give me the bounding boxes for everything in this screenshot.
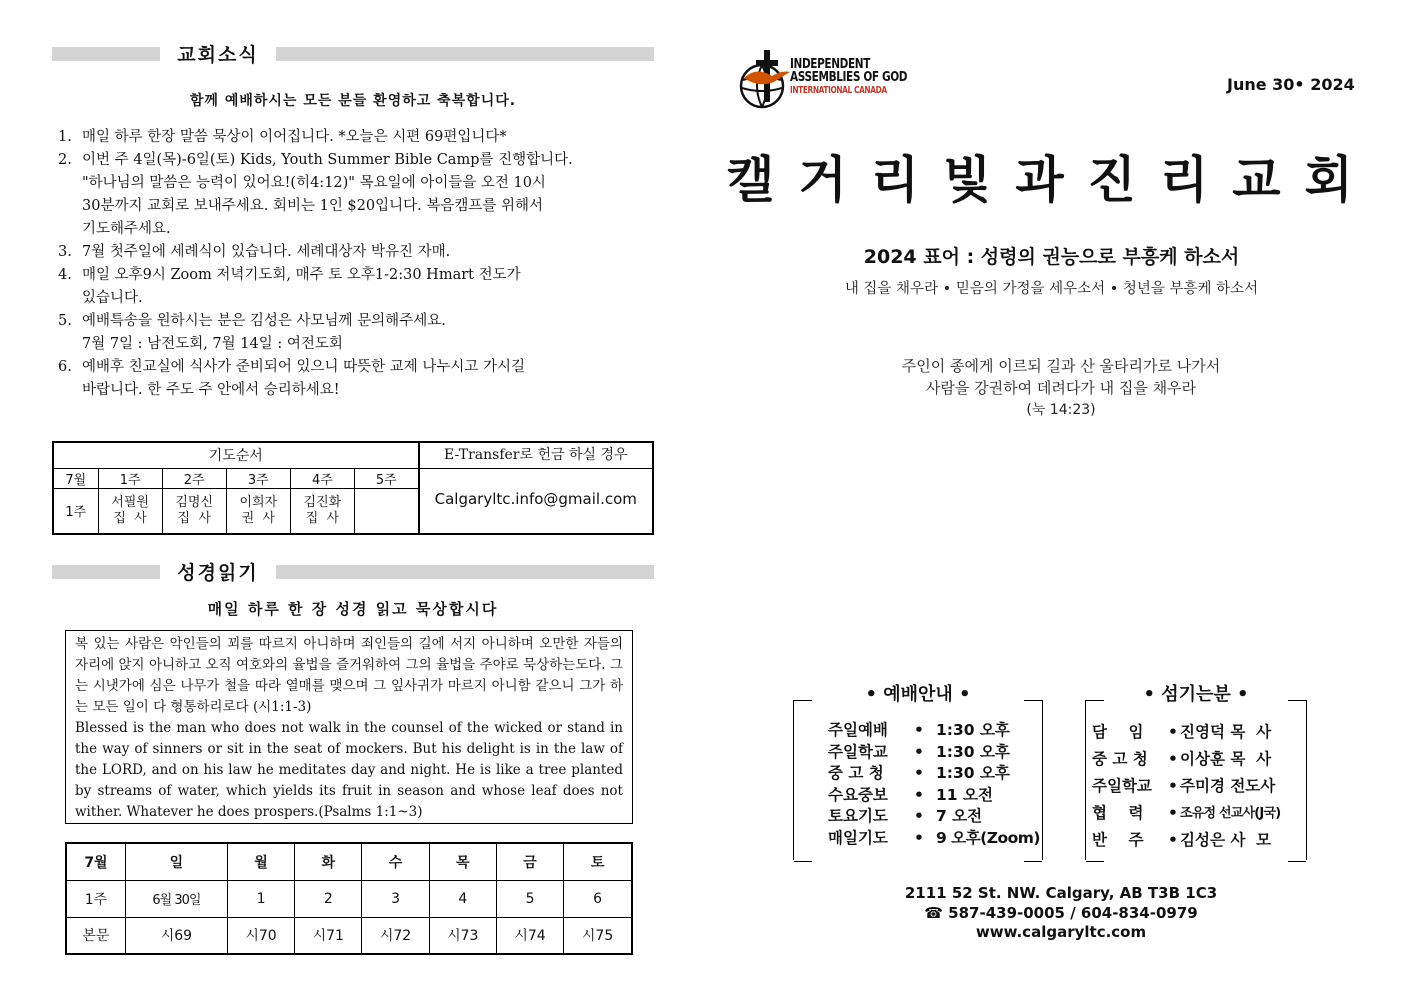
worship-time: 7 오전	[936, 807, 983, 825]
worship-name: 주일예배	[828, 721, 888, 739]
header-bar	[52, 47, 160, 61]
scripture-line: 주인이 종에게 이르되 길과 산 울타리가로 나가서	[901, 357, 1221, 375]
news-item-text: 예배후 친교실에 식사가 준비되어 있으니 따뜻한 교제 나누시고 가시길 바랍니다. 한 주도 주 안에서 승리하세요!	[82, 359, 526, 398]
worship-name: 토요기도	[828, 807, 888, 825]
staff-role: 주일학교	[1092, 777, 1152, 795]
schedule-header: 7월	[66, 843, 125, 880]
worship-row: 매일기도 • 9 오후(Zoom)	[828, 828, 1040, 850]
news-item-number: 6.	[58, 359, 72, 375]
news-item-number: 5.	[58, 313, 72, 329]
staff-name: 김성은 사 모	[1180, 831, 1272, 849]
worship-time: 1:30 오후	[936, 721, 1010, 739]
news-section	[52, 40, 654, 402]
staff-role: 협 력	[1092, 804, 1144, 822]
news-item-number: 1.	[58, 129, 72, 145]
scripture-line: 사람을 강권하여 데려다가 내 집을 채우라	[925, 379, 1197, 397]
schedule-date: 5	[496, 880, 563, 917]
schedule-header: 목	[429, 843, 496, 880]
header-bar	[52, 565, 160, 579]
logo-line: ASSEMBLIES OF GOD	[790, 69, 908, 85]
worship-name: 매일기도	[828, 828, 888, 847]
news-item-number: 3.	[58, 244, 72, 260]
schedule-date: 6월 30일	[125, 880, 227, 917]
contact-info	[700, 884, 1403, 943]
church-address: 2111 52 St. NW. Calgary, AB T3B 1C3	[904, 884, 1218, 902]
schedule-header: 일	[125, 843, 227, 880]
news-list	[52, 126, 654, 402]
schedule-header: 금	[496, 843, 563, 880]
verse-korean: 복 있는 사람은 악인들의 꾀를 따르지 아니하며 죄인들의 길에 서지 아니하며 오만한 자들의 자리에 앉지 아니하고 오직 여호와의 율법을 즐거워하여 그의 율법을 주야로 묵상하는도다. 그는 시냇가에 심은 나무가 철을 따라 열매를 맺으며 그 잎사귀가 마르지 아니함 같으니 그가 하는 모든 일이 다 형통하리로다 (시1:1-3)	[75, 636, 623, 715]
news-item	[58, 356, 654, 402]
motto-subtitle: 내 집을 채우라 • 믿음의 가정을 세우소서 • 청년을 부흥케 하소서	[844, 281, 1259, 297]
staff-row: 반 주 • 김성은 사 모	[1092, 827, 1302, 854]
staff-role: 담 임	[1092, 723, 1144, 741]
worship-time: 1:30 오후	[936, 764, 1010, 782]
welcome-message: 함께 예배하시는 모든 분들 환영하고 축복합니다.	[189, 93, 517, 109]
schedule-text: 시75	[564, 917, 632, 954]
schedule-text: 시72	[362, 917, 429, 954]
verse-box	[65, 630, 633, 824]
schedule-header: 화	[295, 843, 362, 880]
staff-role: 반 주	[1092, 831, 1144, 849]
schedule-date: 4	[429, 880, 496, 917]
worship-row: 토요기도 • 7 오전	[828, 806, 1040, 828]
prayer-title: 기도순서	[53, 442, 419, 468]
etransfer-title: E-Transfer로 헌금 하실 경우	[420, 443, 652, 469]
schedule-text: 시70	[227, 917, 294, 954]
verse-english: Blessed is the man who does not walk in the counsel of the wicked or stand in the way of sinners or sit in the seat of mockers. But his delight is in the law of the LORD, and on his law he meditates day and night. He is like a tree planted by streams of water, which yields its fruit in season and whose leaf does not wither. Whatever he does prospers.(Psalms 1:1~3)	[75, 720, 623, 820]
news-item-text: 매일 하루 한장 말씀 묵상이 이어집니다. *오늘은 시편 69편입니다*	[82, 129, 507, 145]
news-item	[58, 241, 654, 264]
news-item-text: 이번 주 4일(목)-6일(토) Kids, Youth Summer Bible Camp를 진행합니다. "하나님의 말씀은 능력이 있어요!(히4:12)" 목요일에 아이들을 오전 10시 30분까지 교회로 보내주세요. 회비는 1인 $20입니다. 복음캠프를 위해서 기도해주세요.	[82, 152, 573, 237]
staff-title: • 섬기는분 •	[1143, 684, 1249, 705]
schedule-date: 2	[295, 880, 362, 917]
bible-title: 성경읽기	[177, 562, 259, 584]
aog-logo	[738, 48, 928, 110]
week-header: 4주	[290, 468, 354, 488]
header-bar	[276, 47, 654, 61]
bible-header	[52, 558, 654, 584]
schedule-date: 1	[227, 880, 294, 917]
staff-row: 중 고 청 • 이상훈 목 사	[1092, 746, 1302, 773]
prayer-person-role: 권 사	[241, 510, 275, 526]
news-item-text: 예배특송을 원하시는 분은 김성은 사모님께 문의해주세요. 7월 7일 : 남전도회, 7월 14일 : 여전도회	[82, 313, 446, 352]
schedule-header: 토	[564, 843, 632, 880]
header-bar	[276, 565, 654, 579]
worship-row: 주일예배 • 1:30 오후	[828, 720, 1040, 742]
year-motto: 2024 표어 : 성령의 권능으로 부흥케 하소서	[863, 246, 1240, 268]
news-item	[58, 310, 654, 356]
etransfer-email[interactable]: Calgaryltc.info@gmail.com	[434, 490, 637, 508]
prayer-person-name: 서필원	[111, 494, 149, 510]
church-website[interactable]: www.calgaryltc.com	[975, 923, 1147, 941]
schedule-text: 시73	[429, 917, 496, 954]
schedule-text: 시74	[496, 917, 563, 954]
week-header: 2주	[162, 468, 226, 488]
globe-cross-icon	[738, 48, 794, 110]
prayer-month: 7월	[53, 468, 98, 488]
bible-section	[52, 558, 654, 619]
staff-row: 주일학교 • 주미경 전도사	[1092, 773, 1302, 800]
worship-time: 1:30 오후	[936, 742, 1010, 761]
worship-name: 중 고 청	[828, 764, 884, 782]
schedule-header: 월	[227, 843, 294, 880]
news-item-text: 매일 오후9시 Zoom 저녁기도회, 매주 토 오후1-2:30 Hmart 전도가 있습니다.	[82, 267, 521, 306]
bulletin-date: June 30• 2024	[1227, 75, 1355, 94]
prayer-person-role: 집 사	[113, 510, 147, 526]
staff-name: 주미경 전도사	[1180, 777, 1276, 795]
week-header: 1주	[98, 468, 162, 488]
prayer-person-name: 이희자	[239, 494, 278, 510]
bible-subtitle: 매일 하루 한 장 성경 읽고 묵상합시다	[207, 600, 499, 618]
worship-title: • 예배안내 •	[865, 684, 971, 705]
prayer-person-name: 김진화	[303, 494, 342, 510]
cover-scripture	[700, 355, 1403, 421]
worship-name: 주일학교	[828, 742, 888, 761]
prayer-table	[52, 441, 654, 535]
worship-row: 주일학교 • 1:30 오후	[828, 742, 1040, 764]
news-header	[52, 40, 654, 66]
worship-time: 9 오후(Zoom)	[936, 828, 1040, 847]
worship-name: 수요중보	[828, 785, 888, 804]
staff-list	[1092, 719, 1302, 854]
prayer-empty-cell	[354, 488, 418, 534]
logo-line: INDEPENDENT	[790, 56, 871, 72]
church-name: 캘거리빛과진리교회	[726, 151, 1377, 209]
reading-schedule-table	[65, 842, 633, 955]
staff-row: 협 력 • 조유정 선교사(J국)	[1092, 800, 1302, 827]
staff-name: 이상훈 목 사	[1180, 750, 1272, 768]
cover-page	[700, 0, 1403, 992]
worship-row: 수요중보 • 11 오전	[828, 785, 1040, 807]
news-item	[58, 149, 654, 241]
prayer-row-label: 1주	[53, 488, 98, 534]
church-phone: ☎ 587-439-0005 / 604-834-0979	[924, 903, 1198, 922]
schedule-header: 수	[362, 843, 429, 880]
staff-row: 담 임 • 진영덕 목 사	[1092, 719, 1302, 746]
staff-role: 중 고 청	[1092, 750, 1148, 768]
schedule-text: 시71	[295, 917, 362, 954]
news-item-number: 4.	[58, 267, 72, 283]
staff-name: 조유정 선교사(J국)	[1180, 806, 1281, 821]
schedule-date: 3	[362, 880, 429, 917]
week-header: 3주	[226, 468, 290, 488]
news-item	[58, 126, 654, 149]
prayer-person-name: 김명신	[175, 494, 214, 510]
news-item-text: 7월 첫주일에 세례식이 있습니다. 세례대상자 박유진 자매.	[82, 244, 451, 260]
worship-row: 중 고 청 • 1:30 오후	[828, 763, 1040, 785]
schedule-text: 본문	[66, 917, 125, 954]
schedule-date: 6	[564, 880, 632, 917]
news-item-number: 2.	[58, 152, 72, 168]
week-header: 5주	[354, 468, 418, 488]
prayer-person-role: 집 사	[305, 510, 340, 526]
prayer-person-role: 집 사	[177, 510, 211, 526]
schedule-text: 시69	[125, 917, 227, 954]
logo-line: INTERNATIONAL CANADA	[790, 85, 887, 96]
logo-text	[790, 58, 946, 97]
worship-list	[828, 720, 1040, 849]
news-item	[58, 264, 654, 310]
news-title: 교회소식	[177, 44, 259, 66]
schedule-date: 1주	[66, 880, 125, 917]
scripture-ref: (눅 14:23)	[1026, 402, 1096, 418]
worship-time: 11 오전	[936, 785, 993, 804]
staff-name: 진영덕 목 사	[1180, 723, 1272, 741]
